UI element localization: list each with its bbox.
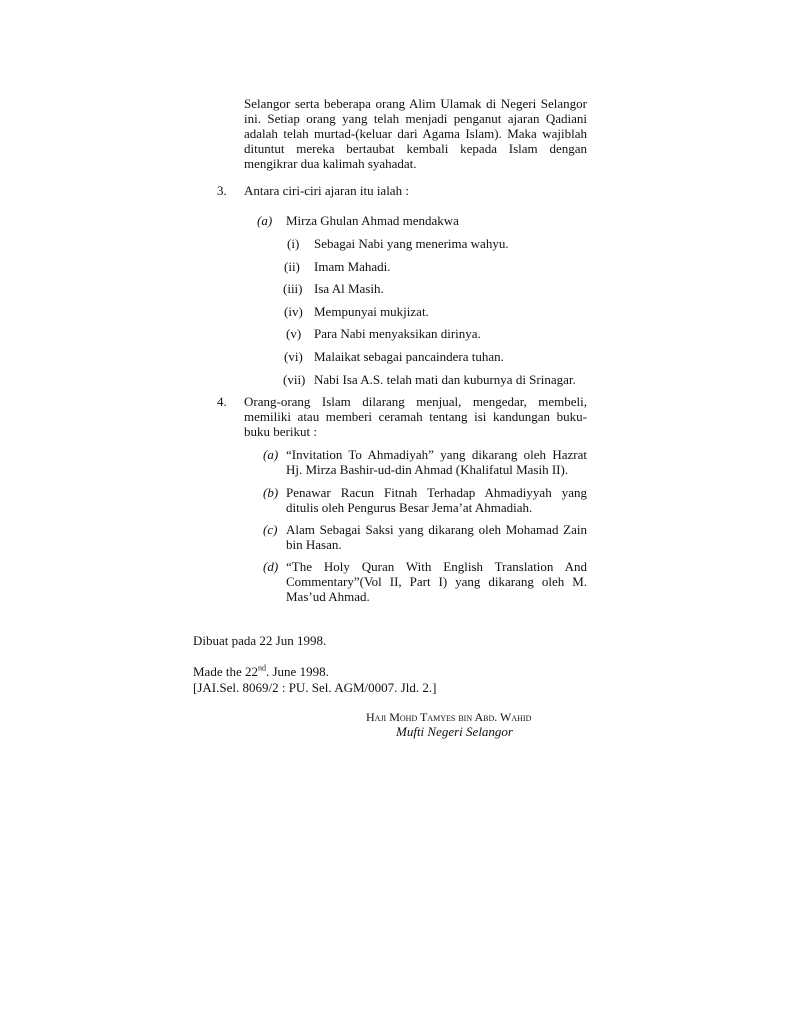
- claim-text: Malaikat sebagai pancaindera tuhan.: [314, 349, 504, 364]
- paragraph-4-number: 4.: [217, 394, 227, 409]
- claim-label: (i): [287, 236, 300, 251]
- claim-label: (vii): [283, 372, 306, 387]
- claim-label: (iii): [283, 281, 303, 296]
- claim-text: Isa Al Masih.: [314, 281, 384, 296]
- paragraph-2-continuation: Selangor serta beberapa orang Alim Ulamak di Negeri Selangor ini. Setiap orang yang telah menjadi penganut ajaran Qadiani adalah telah murtad-(keluar dari Agama Islam). Maka wajiblah dituntut mereka bertaubat kembali kepada Islam dengan mengikrar dua kalimah syahadat.: [244, 96, 587, 171]
- book-text: Alam Sebagai Saksi yang dikarang oleh Mohamad Zain bin Hasan.: [286, 522, 587, 552]
- claim-text: Nabi Isa A.S. telah mati dan kuburnya di Srinagar.: [314, 372, 576, 387]
- date-english-ordinal: nd: [257, 663, 266, 673]
- paragraph-3-text: Antara ciri-ciri ajaran itu ialah :: [244, 183, 409, 198]
- claim-text: Imam Mahadi.: [314, 259, 391, 274]
- paragraph-4-text: Orang-orang Islam dilarang menjual, mengedar, membeli, memiliki atau memberi ceramah tentang isi kandungan buku-buku berikut :: [244, 394, 587, 439]
- date-english-suffix: . June 1998.: [265, 664, 329, 679]
- reference-number: [JAI.Sel. 8069/2 : PU. Sel. AGM/0007. Jld. 2.]: [193, 680, 437, 695]
- book-text: “The Holy Quran With English Translation And Commentary”(Vol II, Part I) yang dikarang oleh M. Mas’ud Ahmad.: [286, 559, 587, 604]
- claim-label: (v): [286, 326, 302, 341]
- book-label: (c): [263, 522, 278, 537]
- date-english-prefix: Made the 22: [193, 664, 258, 679]
- book-text: “Invitation To Ahmadiyah” yang dikarang oleh Hazrat Hj. Mirza Bashir-ud-din Ahmad (Khalifatul Masih II).: [286, 447, 587, 477]
- claim-label: (vi): [284, 349, 303, 364]
- book-label: (a): [263, 447, 279, 462]
- book-label: (d): [263, 559, 279, 574]
- paragraph-3-number: 3.: [217, 183, 227, 198]
- paragraph-3-sub-a-label: (a): [257, 213, 273, 228]
- date-english: [193, 664, 329, 679]
- signatory-name: Haji Mohd Tamyes bin Abd. Wahid: [366, 710, 532, 724]
- claim-text: Para Nabi menyaksikan dirinya.: [314, 326, 481, 341]
- date-malay: Dibuat pada 22 Jun 1998.: [193, 633, 327, 648]
- signatory-title: Mufti Negeri Selangor: [396, 724, 513, 739]
- book-label: (b): [263, 485, 279, 500]
- book-text: Penawar Racun Fitnah Terhadap Ahmadiyyah yang ditulis oleh Pengurus Besar Jema’at Ahmadiah.: [286, 485, 587, 515]
- claim-text: Mempunyai mukjizat.: [314, 304, 429, 319]
- claim-label: (iv): [284, 304, 303, 319]
- claim-text: Sebagai Nabi yang menerima wahyu.: [314, 236, 509, 251]
- claim-label: (ii): [284, 259, 300, 274]
- paragraph-3-sub-a-text: Mirza Ghulan Ahmad mendakwa: [286, 213, 459, 228]
